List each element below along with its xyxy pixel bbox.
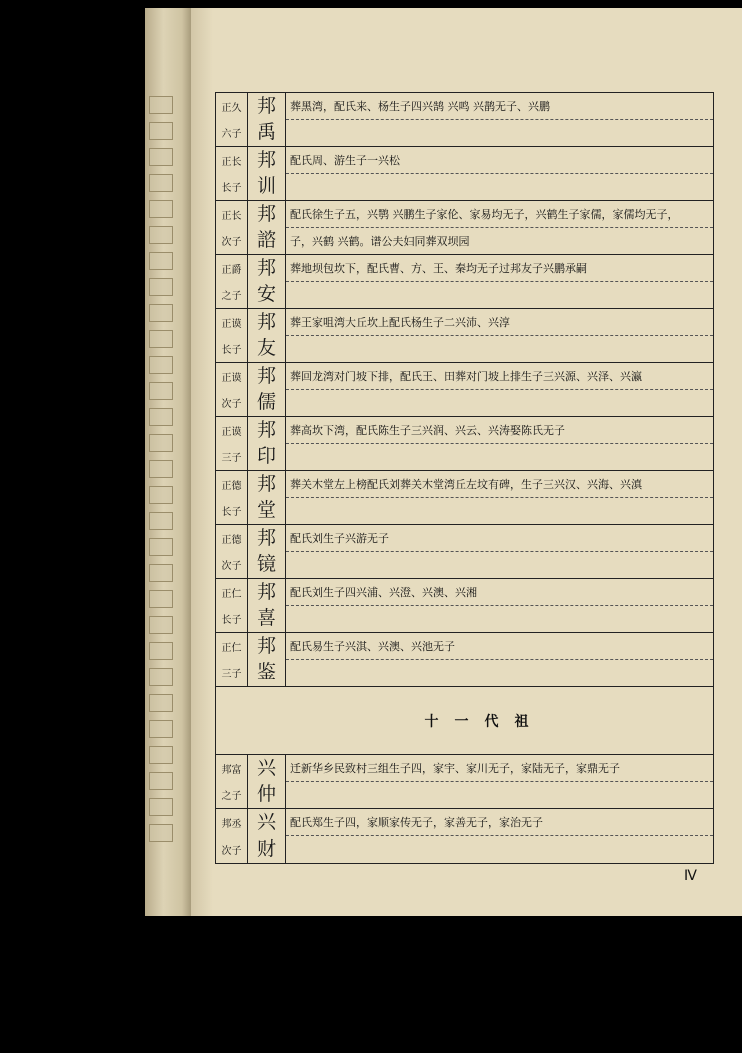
binding-tab: [149, 356, 173, 374]
rank-text: 长子: [221, 183, 242, 195]
name-char: 财: [256, 838, 276, 860]
name-cell: [248, 579, 286, 632]
description-cell: [286, 363, 713, 416]
page-mark: Ⅳ: [684, 868, 697, 884]
description-line: 配氏郑生子四，家顺家传无子，家善无子，家治无子: [286, 809, 713, 836]
name-char: 禹: [256, 121, 276, 144]
name-char: 邦: [256, 364, 276, 387]
rank-cell: [216, 93, 248, 146]
description-line: [286, 444, 713, 471]
rank-cell: [216, 471, 248, 524]
name-cell: [248, 471, 286, 524]
binding-tab: [149, 278, 173, 296]
description-line: [286, 782, 713, 809]
name-cell: [248, 363, 286, 416]
description-cell: [286, 309, 713, 362]
genealogy-table: [215, 92, 714, 864]
rank-text: 长子: [221, 345, 242, 357]
generation-title: 十一代祖: [424, 713, 545, 730]
description-cell: [286, 755, 713, 808]
rank-text: 正仁: [221, 642, 242, 654]
name-char: 邦: [256, 310, 276, 333]
rank-text: 正谟: [221, 426, 242, 438]
name-char: 印: [256, 445, 276, 468]
generation-header-row: [216, 687, 713, 755]
rank-text: 三子: [221, 453, 242, 465]
binding-tab: [149, 226, 173, 244]
description-line: [286, 120, 713, 147]
rank-cell: [216, 147, 248, 200]
rank-cell: [216, 255, 248, 308]
name-char: 堂: [256, 499, 276, 522]
name-char: 邦: [256, 418, 276, 441]
rank-text: 正谟: [221, 318, 242, 330]
name-char: 邦: [256, 526, 276, 549]
description-line: [286, 336, 713, 363]
name-cell: [248, 417, 286, 470]
description-cell: [286, 579, 713, 632]
rank-text: 正爵: [221, 264, 242, 276]
name-char: 邦: [256, 580, 276, 603]
table-row: [216, 809, 713, 863]
rank-text: 正仁: [221, 588, 242, 600]
name-char: 諮: [256, 229, 276, 252]
description-cell: [286, 201, 713, 254]
name-cell: [248, 525, 286, 578]
binding-tab: [149, 148, 173, 166]
name-char: 邦: [256, 256, 276, 279]
name-char: 仲: [256, 783, 276, 806]
binding-tab: [149, 616, 173, 634]
table-row: [216, 255, 713, 309]
binding-tab: [149, 304, 173, 322]
binding-tab: [149, 538, 173, 556]
rank-text: 次子: [221, 846, 242, 857]
binding-tab: [149, 460, 173, 478]
rank-text: 次子: [221, 237, 242, 249]
description-line: 配氏刘生子兴游无子: [286, 525, 713, 552]
binding-tab: [149, 668, 173, 686]
description-cell: [286, 255, 713, 308]
rank-text: 正谟: [221, 372, 242, 384]
binding-tab: [149, 564, 173, 582]
description-cell: [286, 809, 713, 863]
description-line: [286, 836, 713, 863]
description-line: 葬地坝包坎下，配氏曹、方、王、秦均无子过邦友子兴鹏承嗣: [286, 255, 713, 282]
name-char: 邦: [256, 94, 276, 117]
table-row: [216, 147, 713, 201]
name-char: 镜: [256, 553, 276, 576]
binding-tab: [149, 642, 173, 660]
rank-text: 次子: [221, 399, 242, 411]
binding-tab: [149, 590, 173, 608]
description-line: [286, 390, 713, 417]
binding-tab: [149, 200, 173, 218]
name-char: 喜: [256, 607, 276, 630]
description-line: 子，兴鹤 兴鹤。谱公夫妇同葬双坝园: [290, 234, 470, 248]
description-cell: [286, 471, 713, 524]
description-line: 配氏周、游生子一兴松: [286, 147, 713, 174]
description-line: [286, 174, 713, 201]
description-line: [286, 660, 713, 687]
description-line: 配氏易生子兴淇、兴澳、兴池无子: [286, 633, 713, 660]
name-char: 友: [256, 337, 276, 360]
table-row: [216, 471, 713, 525]
description-cell: [286, 147, 713, 200]
rank-cell: [216, 755, 248, 808]
binding-tab: [149, 434, 173, 452]
rank-text: 正久: [221, 102, 242, 114]
table-row: [216, 93, 713, 147]
name-char: 邦: [256, 634, 276, 657]
description-line: [286, 552, 713, 579]
name-cell: [248, 93, 286, 146]
binding-tab: [149, 746, 173, 764]
rank-text: 之子: [221, 791, 242, 803]
name-cell: [248, 201, 286, 254]
rank-cell: [216, 633, 248, 686]
rank-text: 邦富: [221, 764, 242, 776]
name-cell: [248, 755, 286, 808]
book-binding: [145, 8, 191, 916]
rank-text: 六子: [221, 129, 242, 141]
name-char: 邦: [256, 148, 276, 171]
binding-tab: [149, 486, 173, 504]
binding-tab: [149, 96, 173, 114]
binding-tab: [149, 694, 173, 712]
rank-text: 正德: [221, 480, 242, 492]
name-char: 兴: [256, 811, 276, 833]
rank-cell: [216, 525, 248, 578]
description-cell: [286, 633, 713, 686]
name-char: 邦: [256, 202, 276, 225]
rank-cell: [216, 363, 248, 416]
name-cell: [248, 147, 286, 200]
description-line: 配氏徐生子五，兴鹗 兴鹏生子家伦、家易均无子，兴鹤生子家儒，家儒均无子，: [286, 201, 713, 228]
table-row: [216, 633, 713, 687]
rank-text: 长子: [221, 507, 242, 519]
description-line: [286, 498, 713, 525]
name-char: 训: [256, 175, 276, 198]
name-cell: [248, 633, 286, 686]
table-row: [216, 201, 713, 255]
binding-tab: [149, 174, 173, 192]
rank-text: 正长: [221, 210, 242, 222]
rank-cell: [216, 579, 248, 632]
table-row: [216, 755, 713, 809]
binding-tab: [149, 408, 173, 426]
binding-tab: [149, 798, 173, 816]
table-row: [216, 525, 713, 579]
description-line: 葬黑湾，配氏来、杨生子四兴鹄 兴鸣 兴鹊无子、兴鹏: [286, 93, 713, 120]
table-row: [216, 363, 713, 417]
name-char: 邦: [256, 472, 276, 495]
description-line: 葬关木堂左上榜配氏刘葬关木堂湾丘左坟有碑，生子三兴汉、兴海、兴滇: [286, 471, 713, 498]
binding-tab: [149, 824, 173, 842]
description-line: [286, 606, 713, 633]
description-cell: [286, 417, 713, 470]
binding-tab: [149, 720, 173, 738]
description-line: 迁新华乡民致村三组生子四，家宇、家川无子，家陆无子，家鼎无子: [286, 755, 713, 782]
name-cell: [248, 809, 286, 863]
description-cell: [286, 525, 713, 578]
binding-tab: [149, 122, 173, 140]
name-cell: [248, 309, 286, 362]
description-line: 葬王家咀湾大丘坎上配氏杨生子二兴沛、兴淳: [286, 309, 713, 336]
binding-tab: [149, 252, 173, 270]
description-line: [286, 282, 713, 309]
rank-cell: [216, 809, 248, 863]
rank-cell: [216, 417, 248, 470]
rank-cell: [216, 309, 248, 362]
rank-text: 之子: [221, 291, 242, 303]
binding-tab: [149, 512, 173, 530]
rank-text: 正德: [221, 534, 242, 546]
description-cell: [286, 93, 713, 146]
table-row: [216, 417, 713, 471]
rank-text: 邦丞: [221, 819, 242, 830]
name-char: 鉴: [256, 661, 276, 684]
rank-text: 三子: [221, 669, 242, 681]
name-char: 兴: [256, 756, 276, 779]
rank-text: 正长: [221, 156, 242, 168]
table-row: [216, 579, 713, 633]
description-line: 葬高坎下湾，配氏陈生子三兴润、兴云、兴涛娶陈氏无子: [286, 417, 713, 444]
name-cell: [248, 255, 286, 308]
binding-tab: [149, 772, 173, 790]
description-line: 配氏刘生子四兴浦、兴澄、兴澳、兴湘: [286, 579, 713, 606]
rank-text: 次子: [221, 561, 242, 573]
binding-tab: [149, 382, 173, 400]
table-row: [216, 309, 713, 363]
binding-tab: [149, 330, 173, 348]
name-char: 安: [256, 283, 276, 306]
rank-cell: [216, 201, 248, 254]
description-line: 葬回龙湾对门坡下排，配氏王、田葬对门坡上排生子三兴源、兴泽、兴瀛: [286, 363, 713, 390]
name-char: 儒: [256, 391, 276, 414]
rank-text: 长子: [221, 615, 242, 627]
